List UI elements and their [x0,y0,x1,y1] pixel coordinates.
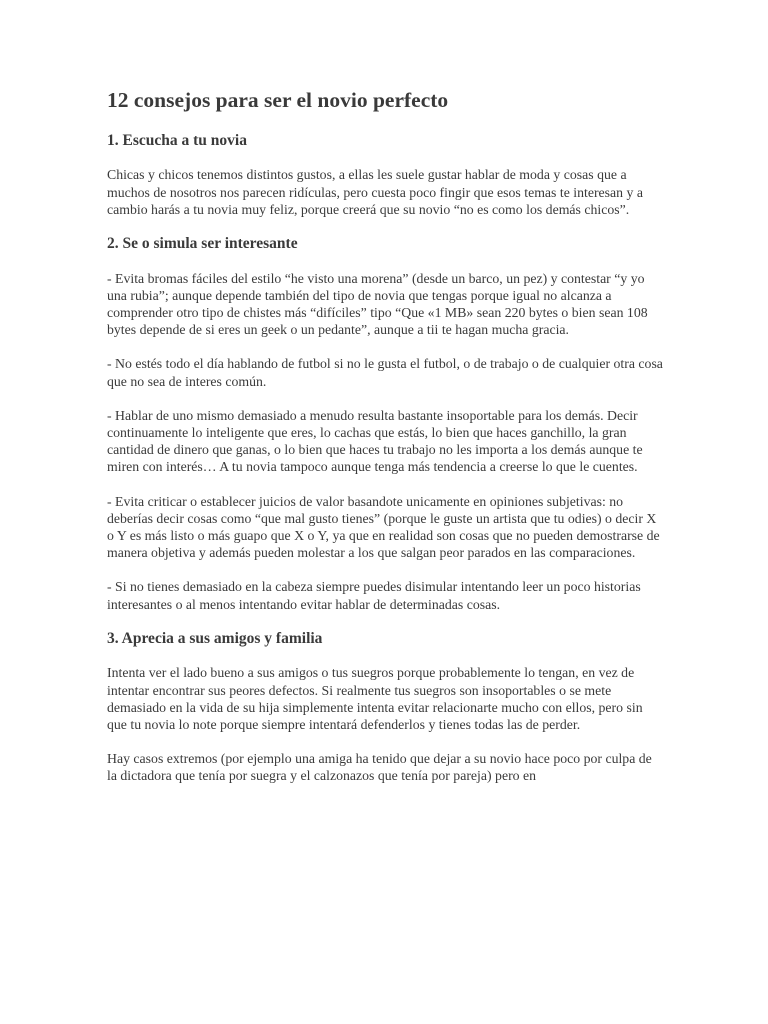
paragraph: Intenta ver el lado bueno a sus amigos o tus suegros porque probablemente lo tengan, en vez de intentar encontrar sus peores defectos. Si realmente tus suegros son insoportables o se mete demasiado en la vida de su hija simplemente intenta evitar relacionarte mucho con ellos, pero sin que tu novia lo note porque siempre intentará defenderlos y tienes todas las de perder. [107,665,643,733]
section-heading: 3. Aprecia a sus amigos y familia [107,629,323,647]
paragraph: - Evita criticar o establecer juicios de valor basandote unicamente en opiniones subjetivas: no deberías decir cosas como “que mal gusto tienes” (porque le guste un artista que tu odies) o decir X o Y es más listo o más guapo que X o Y, ya que en realidad son cosas que no pueden demostrarse de manera objetiva y además pueden molestar a los que salgan peor parados en las comparaciones. [107,493,660,561]
section-heading: 2. Se o simula ser interesante [107,235,298,252]
document-title: 12 consejos para ser el novio perfecto [107,88,449,112]
paragraph: - Hablar de uno mismo demasiado a menudo resulta bastante insoportable para los demás. Decir continuamente lo inteligente que eres, lo cachas que estás, lo bien que haces ganchillo, la gran cantidad de dinero que ganas, o lo bien que haces tu trabajo no les importa a los demás aunque te miren con interés… A tu novia tampoco aunque tenga más tendencia a creerse lo que le cuentes. [107,407,643,475]
document-page [107,88,663,802]
paragraph: Hay casos extremos (por ejemplo una amiga ha tenido que dejar a su novio hace poco por culpa de la dictadora que tenía por suegra y el calzonazos que tenía por pareja) pero en [107,751,652,784]
paragraph: - Evita bromas fáciles del estilo “he visto una morena” (desde un barco, un pez) y contestar “y yo una rubia”; aunque depende también del tipo de novia que tengas porque igual no alcanza a comprender otro tipo de chistes más “difíciles” tipo “Que «1 MB» sean 220 bytes o bien sean 108 bytes depende de si eres un geek o un pedante”, aunque a tii te hagan mucha gracia. [107,270,648,338]
paragraph: - Si no tienes demasiado en la cabeza siempre puedes disimular intentando leer un poco historias interesantes o al menos intentando evitar hablar de determinadas cosas. [107,579,641,612]
section-interesante [107,235,663,613]
paragraph: - No estés todo el día hablando de futbol si no le gusta el futbol, o de trabajo o de cualquier otra cosa que no sea de interes común. [107,356,663,389]
section-amigos-familia [107,630,663,785]
section-escucha [107,132,663,218]
paragraph: Chicas y chicos tenemos distintos gustos, a ellas les suele gustar hablar de moda y cosas que a muchos de nosotros nos parecen ridículas, pero cuesta poco fingir que esos temas te interesan y a cambio harás a tu novia muy feliz, porque creerá que su novio “no es como los demás chicos”. [107,167,643,217]
section-heading: 1. Escucha a tu novia [107,131,247,149]
